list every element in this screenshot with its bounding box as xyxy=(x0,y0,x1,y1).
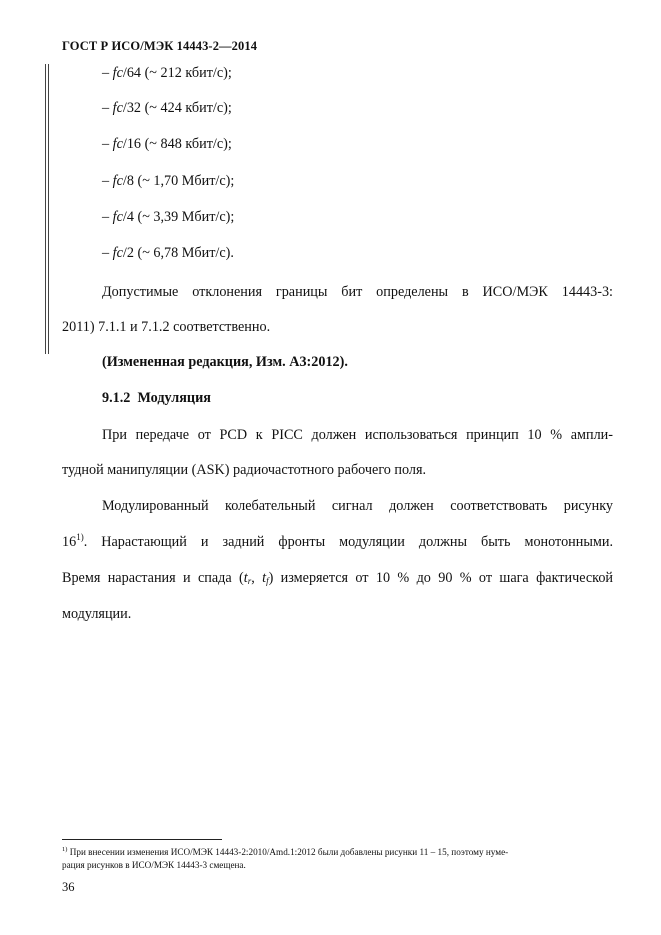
paragraph-tolerance-line-1: Допустимые отклонения границы бит определены в ИСО/МЭК 14443-3: xyxy=(102,284,613,300)
paragraph-principle-line-1: При передаче от PCD к PICC должен использоваться принцип 10 % ампли- xyxy=(102,427,613,443)
list-item: – fc/2 (~ 6,78 Мбит/с). xyxy=(102,245,234,261)
list-item: – fc/8 (~ 1,70 Мбит/с); xyxy=(102,173,235,189)
variable-fc: fc xyxy=(112,173,123,189)
variable-fc: fc xyxy=(112,136,123,152)
variable-fc: fc xyxy=(112,245,123,261)
variable-fc: fc xyxy=(112,209,123,225)
list-item: – fc/16 (~ 848 кбит/с); xyxy=(102,136,232,152)
paragraph-principle-line-2: тудной манипуляции (ASK) радиочастотного рабочего поля. xyxy=(62,462,427,478)
section-number: 9.1.2 xyxy=(102,390,131,406)
footnote-line-1: $^{1)}$ При внесении изменения ИСО/МЭК 14443-2:2010/Amd.1:2012 были добавлены рисунки 11 – 15, поэтому нуме- xyxy=(62,846,509,857)
change-bar-left xyxy=(45,64,46,354)
section-heading xyxy=(102,389,211,407)
variable-tr: $t_r$ xyxy=(243,570,252,586)
variable-tf: $t_f$ xyxy=(262,570,269,586)
change-bar-right xyxy=(48,64,49,354)
footnote-marker: 1) xyxy=(76,532,84,542)
footnote-line-2: рация рисунков в ИСО/МЭК 14443-3 смещена. xyxy=(62,860,246,870)
paragraph-signal-line-1: Модулированный колебательный сигнал должен соответствовать рисунку xyxy=(102,498,613,514)
page-number: 36 xyxy=(62,880,75,894)
list-item: – fc/4 (~ 3,39 Мбит/с); xyxy=(102,209,235,225)
paragraph-tolerance-line-2: 2011) 7.1.1 и 7.1.2 соответственно. xyxy=(62,319,271,335)
document-header: ГОСТ Р ИСО/МЭК 14443-2—2014 xyxy=(62,39,258,53)
variable-fc: fc xyxy=(112,100,123,116)
section-title: Модуляция xyxy=(137,390,211,406)
variable-fc: fc xyxy=(112,65,123,81)
list-item: – fc/64 (~ 212 кбит/с); xyxy=(102,65,232,81)
paragraph-signal-line-2: 16$^{1)}$. Нарастающий и задний фронты модуляции должны быть монотонными. xyxy=(62,532,613,550)
footnote-rule xyxy=(62,839,222,840)
footnote-marker: 1) xyxy=(62,846,68,853)
figure-reference: 16 xyxy=(62,534,77,550)
list-item: – fc/32 (~ 424 кбит/с); xyxy=(102,100,232,116)
paragraph-signal-line-3: Время нарастания и спада ($t_r$, $t_f$) измеряется от 10 % до 90 % от шага фактической xyxy=(62,570,614,586)
paragraph-signal-line-4: модуляции. xyxy=(62,606,132,622)
amendment-note: (Измененная редакция, Изм. А3:2012). xyxy=(102,354,348,370)
